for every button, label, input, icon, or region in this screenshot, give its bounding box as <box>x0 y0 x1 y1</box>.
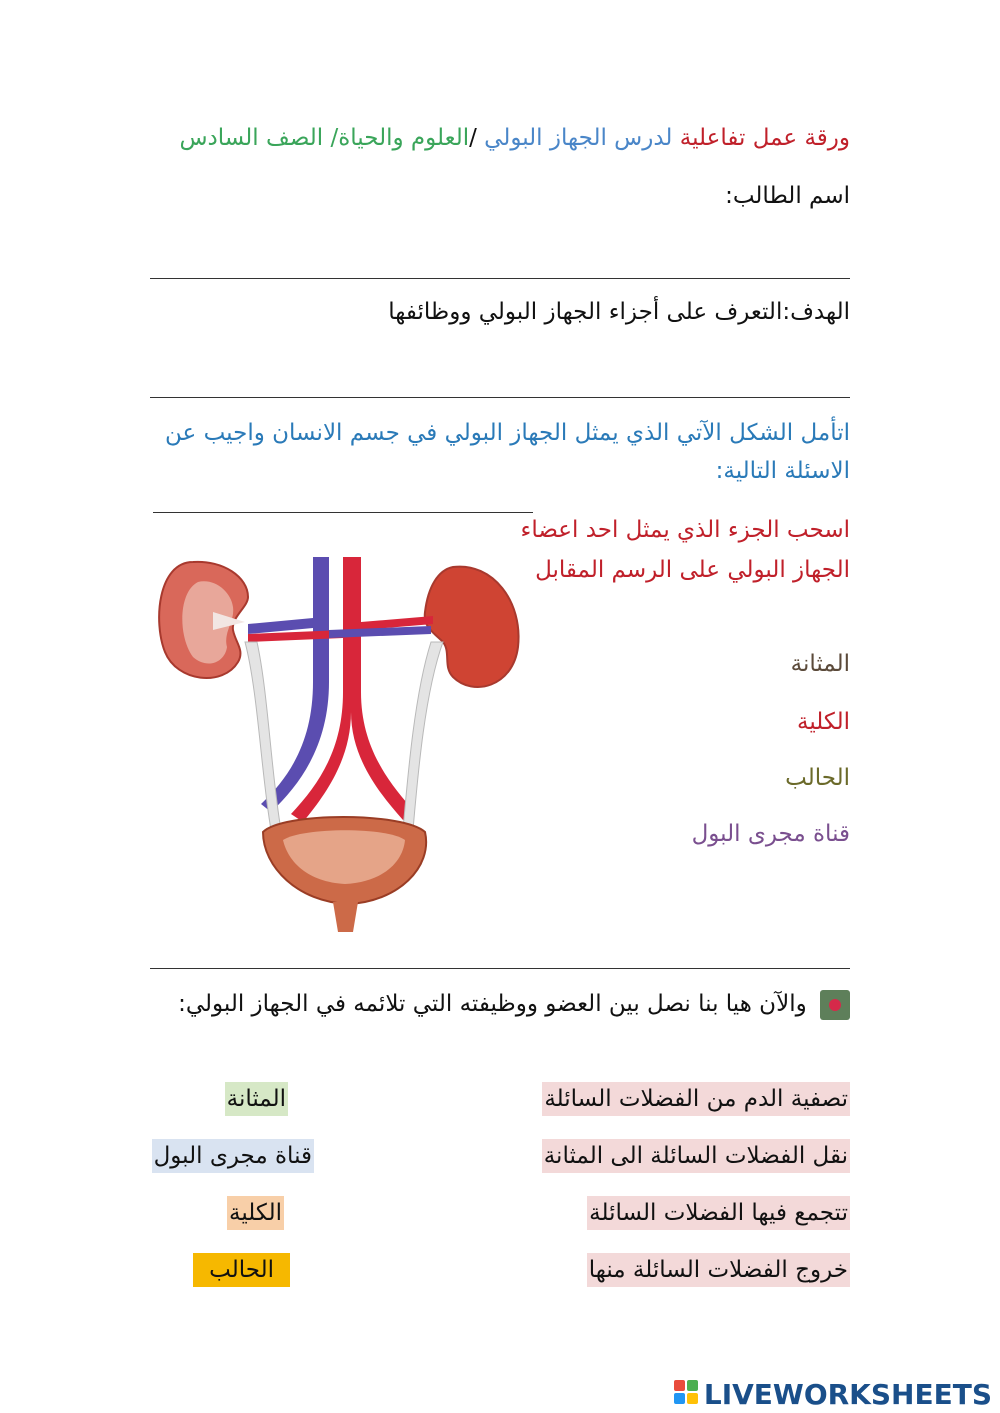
urinary-system-diagram[interactable] <box>153 512 533 932</box>
title-part-lesson: لدرس الجهاز البولي <box>476 125 673 151</box>
drag-option-kidney[interactable]: الكلية <box>797 709 850 735</box>
divider <box>150 968 850 969</box>
organ-item-bladder[interactable]: المثانة <box>225 1082 288 1116</box>
instruction-text: اتأمل الشكل الآتي الذي يمثل الجهاز البولي في جسم الانسان واجيب عن الاسئلة التالية: <box>165 420 850 484</box>
matching-intro-text: والآن هيا بنا نصل بين العضو ووظيفته التي تلائمه في الجهاز البولي: <box>178 991 807 1017</box>
organ-item-ureter[interactable]: الحالب <box>193 1253 290 1287</box>
title-part-subject-grade: العلوم والحياة/ الصف السادس <box>179 125 470 151</box>
title-separator: / <box>469 125 477 151</box>
function-item[interactable]: تتجمع فيها الفضلات السائلة <box>587 1196 850 1230</box>
function-item[interactable]: نقل الفضلات السائلة الى المثانة <box>542 1139 850 1173</box>
divider <box>150 397 850 398</box>
student-name-label: اسم الطالب: <box>725 183 850 209</box>
title-part-worksheet: ورقة عمل تفاعلية <box>672 125 850 151</box>
liveworksheets-icon <box>674 1378 700 1406</box>
drag-option-bladder[interactable]: المثانة <box>790 651 850 677</box>
function-item[interactable]: خروج الفضلات السائلة منها <box>587 1253 850 1287</box>
drag-instruction: اسحب الجزء الذي يمثل احد اعضاء الجهاز البولي على الرسم المقابل <box>520 517 850 583</box>
worksheet-title <box>150 118 850 158</box>
function-item[interactable]: تصفية الدم من الفضلات السائلة <box>542 1082 850 1116</box>
lesson-goal: الهدف:التعرف على أجزاء الجهاز البولي ووظائفها <box>388 299 850 325</box>
drag-option-urethra[interactable]: قناة مجرى البول <box>691 821 850 847</box>
organ-item-urethra[interactable]: قناة مجرى البول <box>152 1139 314 1173</box>
organ-item-kidney[interactable]: الكلية <box>227 1196 284 1230</box>
brand-text: LIVEWORKSHEETS <box>703 1378 992 1411</box>
liveworksheets-logo <box>674 1378 992 1411</box>
matching-intro <box>150 984 850 1024</box>
drag-option-ureter[interactable]: الحالب <box>785 765 850 791</box>
flower-icon <box>820 990 850 1020</box>
divider <box>150 278 850 279</box>
